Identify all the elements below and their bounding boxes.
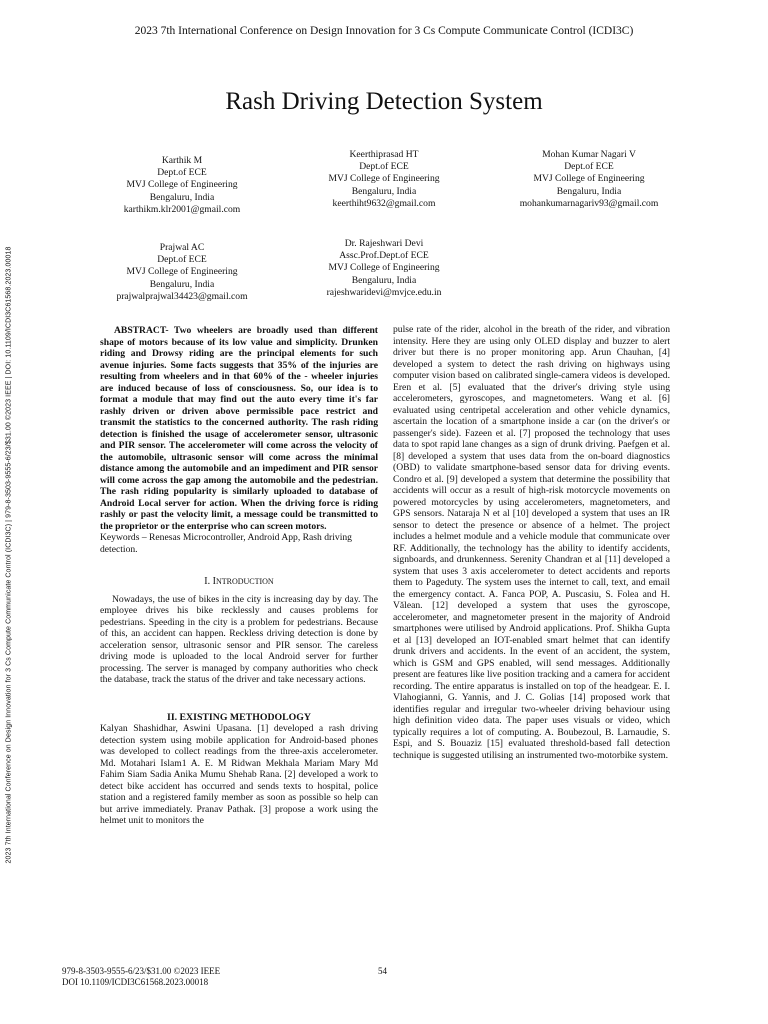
- side-metadata-strip: [2, 139, 16, 971]
- existing-methodology-paragraph-right: pulse rate of the rider, alcohol in the breath of the rider, and vibration intensity. Here they are using only OLED display and buzzer to alert driver but there is no proper monitoring app. Arun Chauhan, [4] developed a system to detect the rash driving on highways using computer vision based on calibrated single-camera videos is developed. Eren et al. [5] evaluated that the driver's driving style using accelerometers, gyroscopes, and magnetometers. Wang et al. [6] evaluated using centripetal acceleration and other vehicle dynamics, ascertain the location of a smartphone inside a car (on the driver's or passenger's side). Fazeen et al. [7] proposed the technology that uses data to spot rapid lane changes as a sign of drunk driving. Paefgen et al. [8] developed a system that uses data from the on-board diagnostics (OBD) to validate smartphone-based sensor data for driving events. Condro et al. [9] developed a system that determine the possibility that accidents will occur as a result of high-risk motorcycle movements on powered motorcycles by using accelerometers, magnetometers, and GPS sensors. Nataraja N et al [10] developed a system that uses an IR sensor to detect the presence or absence of a helmet. The project includes a helmet module and a vehicle module that communicate over RF. Additionally, the technology has the ability to identify accidents, signboards, and drunkenness. Serenity Chandran et al [11] developed a system that uses 3 axis accelerometer to detect accidents and reports them to Pageduty. The system uses the internet to call, text, and email the emergency contact. A. Fanca POP, A. Puscasiu, S. Folea and H. Vălean. [12] developed a system that uses the gyroscope, accelerometer, and magnetometer present in the majority of Android smartphones were utilised by Android applications. Prof. Shikha Gupta et al [13] developed an IOT-enabled smart helmet that can identify drunk drivers and accidents. In the event of an accident, the system, which is GSM and GPS enabled, will send messages. Additionally present are features like live position tracking and a camera for accident recording. The entire apparatus is installed on top of the headgear. E. I. Vlahogianni, G. Yannis, and J. C. Golias [14] proposed work that identifies regular and irregular two-wheeler driving behaviour using high definition video data. The paper uses visuals or video, which typically requires a lot of computing. A. Boubezoul, B. Larnaudie, S. Espi, and S. Bouaziz [15] evaluated threshold-based fall detection technique is suggested utilising an instrumented two-motorbike system.: [393, 324, 670, 761]
- author-email: keerthiht9632@gmail.com: [332, 197, 436, 209]
- page-number: 54: [378, 966, 387, 976]
- keywords: Keywords – Renesas Microcontroller, Android App, Rash driving detection.: [100, 532, 352, 555]
- footer-identifiers: [62, 966, 220, 988]
- author-college: MVJ College of Engineering: [533, 173, 645, 185]
- author-name: Karthik M: [161, 155, 203, 166]
- author-email: rajeshwaridevi@mvjce.edu.in: [326, 286, 442, 298]
- author-college: MVJ College of Engineering: [328, 173, 440, 185]
- author-location: Bengaluru, India: [351, 185, 417, 197]
- author-email: mohankumarnagariv93@gmail.com: [519, 197, 659, 209]
- footer-doi: DOI 10.1109/ICDI3C61568.2023.00018: [62, 977, 209, 987]
- abstract: ABSTRACT- Two wheelers are broadly used than different shape of motors because of its low value and simplicity. Drunken riding and Drowsy riding are the principal elements for such avenue injuries. Some facts suggests that 35% of the injuries are resulting from wheelers and in that 60% of the - wheeler injuries are induced because of loss of consciousness. So, our idea is to format a module that may find out the auto every time it's far rashly driven or driven above permissible pace restrict and transmit the statistics to the concerned authority. The rash riding detection is finished the usage of accelerometer sensor, ultrasonic and PIR sensor. The accelerometer will come across the velocity of the automobile, ultrasonic sensor will come across the minimal distance among the automobile and an impediment and PIR sensor will come across the gap among the automobile and the pedestrian. The rash riding popularity is similarly uploaded to database of Android Local server for action. When the driving force is riding rashly or past the velocity limit, a message could be transmitted to the proprietor or the enterprise who can screen motors.: [100, 325, 378, 532]
- side-metadata-text: 2023 7th International Conference on Design Innovation for 3 Cs Compute Communicate Control (ICDI3C) | 979-8-3503-9555-6/23/$31.00 ©2023 IEEE | DOI: 10.1109/ICDI3C61568.2023.00018: [5, 246, 13, 864]
- author-name: Prajwal AC: [159, 242, 205, 253]
- left-column: [100, 325, 378, 827]
- author-location: Bengaluru, India: [556, 185, 622, 197]
- existing-methodology-paragraph-left: Kalyan Shashidhar, Aswini Upasana. [1] developed a rash driving detection system using mobile application for Android-based phones was developed to collect readings from the three-axis accelerometer. Md. Motahari Islam1 A. E. M Ridwan Mekhala Mariam Mary Md Fahim Siam Sadia Anika Mumu Shehab Rana. [2] developed a work to detect bike accident has occurred and sends texts to hospital, police station and a registered family member as soon as possible so help can but arrive immediately. Pranav Pathak. [3] propose a work using the helmet unit to monitors the: [100, 723, 378, 826]
- author-dept: Assc.Prof.Dept.of ECE: [339, 250, 429, 262]
- paper-title: Rash Driving Detection System: [225, 88, 543, 115]
- author-college: MVJ College of Engineering: [328, 262, 440, 274]
- author-dept: Dept.of ECE: [157, 167, 207, 179]
- author-block-2: [279, 149, 489, 210]
- author-name: Keerthiprasad HT: [349, 149, 419, 160]
- author-email: karthikm.klr2001@gmail.com: [123, 203, 241, 215]
- author-location: Bengaluru, India: [149, 278, 215, 290]
- author-name: Mohan Kumar Nagari V: [542, 149, 636, 160]
- author-name: Dr. Rajeshwari Devi: [344, 238, 424, 249]
- author-block-3: [484, 149, 694, 210]
- right-column: [393, 324, 670, 761]
- conference-header: 2023 7th International Conference on Design Innovation for 3 Cs Compute Communicate Control (ICDI3C): [134, 25, 634, 37]
- footer-isbn: 979-8-3503-9555-6/23/$31.00 ©2023 IEEE: [62, 966, 221, 976]
- author-college: MVJ College of Engineering: [126, 179, 238, 191]
- author-block-4: [77, 242, 287, 303]
- author-email: prajwalprajwal34423@gmail.com: [116, 290, 248, 302]
- section-title-introduction: [100, 576, 378, 588]
- author-dept: Dept.of ECE: [359, 161, 409, 173]
- section-title-text: NTRODUCTION: [215, 577, 274, 586]
- author-dept: Dept.of ECE: [157, 254, 207, 266]
- author-location: Bengaluru, India: [149, 191, 215, 203]
- author-dept: Dept.of ECE: [564, 161, 614, 173]
- author-location: Bengaluru, India: [351, 274, 417, 286]
- author-college: MVJ College of Engineering: [126, 266, 238, 278]
- author-block-1: [77, 155, 287, 216]
- section-number: I. I: [204, 576, 216, 587]
- author-block-5: [279, 238, 489, 299]
- introduction-paragraph: Nowadays, the use of bikes in the city is increasing day by day. The employee drives his bike recklessly and causes problems for pedestrians. Speeding in the city is a problem for pedestrians. Because of this, an accident can happen. Reckless driving detection is done by acceleration sensor, ultrasonic sensor and PIR sensor. The careless driving mode is uploaded to the local Android server for further processing. The server is managed by company authorities who check the database, track the status of the driver and take necessary actions.: [100, 593, 378, 685]
- section-title-existing-methodology: II. EXISTING METHODOLOGY: [167, 711, 311, 723]
